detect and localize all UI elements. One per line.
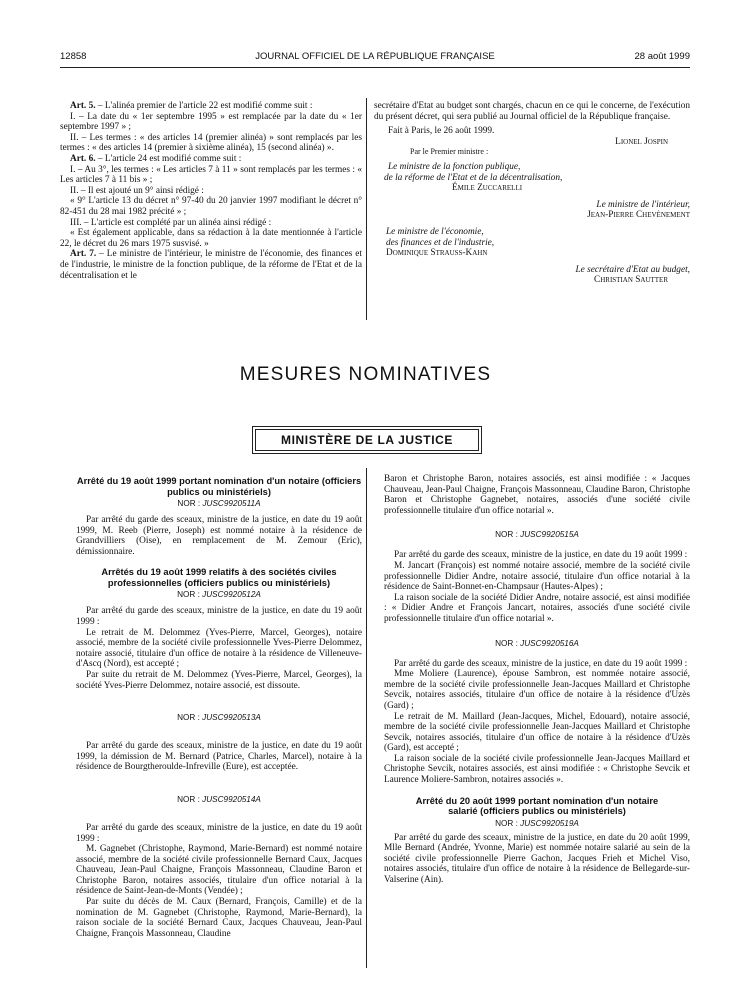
nor-reference: NOR : JUSC9920513A (177, 713, 261, 723)
paragraph: Par arrêté du garde des sceaux, ministre de la justice, en date du 19 août 1999, M. Reeb (Pierre, Joseph) est nommé notaire à la résidence de Grandvilliers (Oise), en remplacement de M. Zemour (Eric), démissionnaire. (76, 515, 362, 557)
paragraph-text: « 9° L'article 13 du décret n° 97-40 du 20 janvier 1997 modifiant le décret n° 82-451 du 28 mai 1982 précité » ; (60, 196, 362, 217)
article-number: Art. 6. (70, 153, 96, 164)
paragraph: Le retrait de M. Delommez (Yves-Pierre, Marcel, Georges), notaire associé, membre de la société civile professionnelle Yves-Pierre Delommez, notaire associé, titulaire d'un office de notaire à la résidence de Villeneuve-d'Ascq (Nord), est accepté ; (76, 627, 362, 670)
paragraph-text: « Est également applicable, dans sa rédaction à la date mentionnée à l'article 22, le décret du 26 mars 1975 susvisé. » (60, 228, 362, 249)
arrete-title: Arrêté du 19 août 1999 portant nomination d'un notaire (officiers publics ou ministériels) (76, 476, 362, 497)
nor-reference: NOR : JUSC9920511A (177, 499, 261, 508)
paragraph: Mme Moliere (Laurence), épouse Sambron, est nommée notaire associé, membre de la société civile professionnelle Jean-Jacques Maillard et Christophe Sevcik, notaires associés, titulaire d'un office de notaire à la résidence d'Uzès (Gard) ; (384, 669, 690, 711)
paragraph: La raison sociale de la société Didier Andre, notaire associé, est ainsi modifiée : « Didier Andre et François Jancart, notaires, associés d'une société civile professionnelle titulaire d'un office notarial ». (384, 592, 690, 624)
paragraph: Baron et Christophe Baron, notaires associés, est ainsi modifiée : « Jacques Chauveau, Jean-Paul Chaigne, François Massonneau, Claudine Baron, Christophe Baron et Christophe Gagnebet, notaires, associés d'une société civile professionnelle titulaire d'un office notarial ». (384, 474, 690, 516)
signer-budget: Christian Sautter (594, 275, 668, 286)
nor-reference: NOR : JUSC9920514A (177, 794, 261, 804)
closing-paragraph: secrétaire d'Etat au budget sont chargés, chacun en ce qui le concerne, de l'exécution du présent décret, qui sera publié au Journal officiel de la République française. (374, 101, 690, 122)
arrete-title: Arrêté du 20 août 1999 portant nomination d'un notaire salarié (officiers publics ou ministériels) (415, 795, 659, 817)
paragraph (60, 133, 362, 154)
journal-title: JOURNAL OFFICIEL DE LA RÉPUBLIQUE FRANÇAISE (255, 51, 495, 62)
paragraph: Par suite du décès de M. Caux (Bernard, François, Camille) et de la nomination de M. Gagnebet (Christophe, Raymond, Marie-Bernard), la raison sociale de la société Bernard Caux, Jacques Chauveau, Jean-Paul Chaigne, François Massonneau, Claudine (76, 897, 362, 939)
nor-reference: NOR : JUSC9920519A (495, 818, 579, 828)
signature-place-date: Fait à Paris, le 26 août 1999. (388, 126, 495, 137)
paragraph (60, 218, 362, 229)
nominations-left-column (76, 470, 362, 939)
signer-economie: Dominique Strauss-Kahn (386, 248, 488, 259)
article-paragraph (60, 249, 362, 281)
paragraph-text: I. – Au 3°, les termes : « Les articles 7 à 11 » sont remplacés par les termes : « Les articles 7 à 11 bis » ; (60, 164, 362, 186)
paragraph (60, 165, 362, 186)
paragraph-text: III. – L'article est complété par un alinéa ainsi rédigé : (70, 217, 272, 228)
signer-title-economie-2: des finances et de l'industrie, (386, 237, 495, 248)
paragraph: Le retrait de M. Maillard (Jean-Jacques, Michel, Edouard), notaire associé, membre de la société civile professionnelle Jean-Jacques Maillard et Christophe Sevcik, notaires associés, titulaire d'un office de notaire à la résidence d'Uzès (Gard), est accepté ; (384, 711, 690, 754)
paragraph: M. Gagnebet (Christophe, Raymond, Marie-Bernard) est nommé notaire associé, membre de la société civile professionnelle Bernard Caux, Jacques Chauveau, Jean-Paul Chaigne, François Massonneau, Claudine Baron et Christophe Baron, notaires associés, titulaire d'un office notarial à la résidence de Saint-Jean-de-Monts (Vendée) ; (76, 844, 362, 897)
paragraph: La raison sociale de la société civile professionnelle Jean-Jacques Maillard et Christophe Sevcik, notaires associés, est ainsi modifiée : « Christophe Sevcik et Laurence Moliere-Sambron, notaires associés ». (384, 753, 690, 786)
signer-interieur: Jean-Pierre Chevènement (587, 210, 690, 221)
article-paragraph (60, 101, 362, 112)
paragraph (60, 228, 362, 249)
paragraph-text: – Le ministre de l'intérieur, le ministre de l'économie, des finances et de l'industrie, le ministre de la fonction publique, de la réforme de l'Etat et de la décentralisation et le (60, 249, 362, 281)
ministry-frame (252, 426, 482, 454)
paragraph: Par arrêté du garde des sceaux, ministre de la justice, en date du 19 août 1999 : (394, 658, 688, 669)
paragraph: Par suite du retrait de M. Delommez (Yves-Pierre, Marcel, Georges), la société Yves-Pierre Delommez, notaire associé, est dissoute. (76, 669, 362, 691)
nor-reference: NOR : JUSC9920512A (177, 590, 261, 600)
column-divider (366, 468, 367, 968)
paragraph (60, 186, 362, 197)
issue-date: 28 août 1999 (634, 51, 690, 62)
par-le-premier-ministre: Par le Premier ministre : (410, 147, 489, 157)
signer-fonction-publique: Émile Zuccarelli (452, 183, 523, 194)
paragraph-text: – L'article 24 est modifié comme suit : (95, 153, 242, 164)
article-paragraph (60, 154, 362, 165)
paragraph: Par arrêté du garde des sceaux, ministre de la justice, en date du 19 août 1999 : (394, 550, 688, 561)
signer-title-budget: Le secrétaire d'Etat au budget, (575, 264, 690, 275)
paragraph-text: I. – La date du « 1er septembre 1995 » est remplacée par la date du « 1er septembre 1997 » ; (60, 111, 362, 133)
signer-title-fonction-publique-1: Le ministre de la fonction publique, (388, 161, 521, 172)
signer-prime-minister: Lionel Jospin (615, 136, 668, 147)
header-rule (60, 67, 690, 68)
page-number: 12858 (60, 51, 87, 62)
ministry-title: MINISTÈRE DE LA JUSTICE (255, 429, 479, 451)
paragraph: Par arrêté du garde des sceaux, ministre de la justice, en date du 19 août 1999 : (76, 606, 362, 627)
decree-articles-column (60, 101, 362, 281)
paragraph-text: – L'alinéa premier de l'article 22 est modifié comme suit : (95, 101, 313, 111)
paragraph-text: II. – Les termes : « des articles 14 (premier alinéa) » sont remplacés par les termes : « des articles 14 (premier à sixième alinéa), 15 (second alinéa) ». (60, 132, 362, 154)
article-number: Art. 5. (70, 101, 96, 111)
section-title: MESURES NOMINATIVES (239, 364, 492, 385)
nor-reference: NOR : JUSC9920515A (495, 530, 579, 540)
paragraph: Par arrêté du garde des sceaux, ministre de la justice, en date du 20 août 1999, Mlle Bernard (Andrée, Yvonne, Marie) est nommée notaire salarié au sein de la société civile professionnelle Pierre Gachon, Jacques Frieh et Michel Viso, notaires associés, titulaire d'un office de notaire à la résidence de Bellegarde-sur-Valserine (Ain). (384, 832, 690, 886)
signer-title-economie-1: Le ministre de l'économie, (386, 226, 484, 237)
paragraph (60, 112, 362, 133)
signer-title-interieur: Le ministre de l'intérieur, (596, 199, 690, 210)
article-number: Art. 7. (70, 249, 97, 260)
decree-signatures-column (374, 101, 690, 286)
paragraph: Par arrêté du garde des sceaux, ministre de la justice, en date du 19 août 1999 : (76, 822, 362, 844)
page-header (60, 52, 690, 66)
arrete-title: Arrêtés du 19 août 1999 relatifs à des sociétés civiles professionnelles (officiers publics ou ministériels) (101, 567, 337, 588)
paragraph (60, 196, 362, 217)
nominations-right-column (384, 474, 690, 886)
nor-reference: NOR : JUSC9920516A (495, 638, 579, 648)
signer-title-fonction-publique-2: de la réforme de l'Etat et de la décentralisation, (384, 172, 563, 183)
paragraph-text: II. – Il est ajouté un 9° ainsi rédigé : (70, 185, 204, 196)
column-divider (366, 98, 367, 320)
paragraph: Par arrêté du garde des sceaux, ministre de la justice, en date du 19 août 1999, la démission de M. Bernard (Patrice, Charles, Marcel), notaire à la résidence de Bourgtheroulde-Infreville (Eure), est acceptée. (76, 741, 362, 773)
paragraph: M. Jancart (François) est nommé notaire associé, membre de la société civile professionnelle Didier Andre, notaire associé, titulaire d'un office notarial à la résidence de Saint-Bonnet-en-Champsaur (Hautes-Alpes) ; (384, 560, 690, 593)
